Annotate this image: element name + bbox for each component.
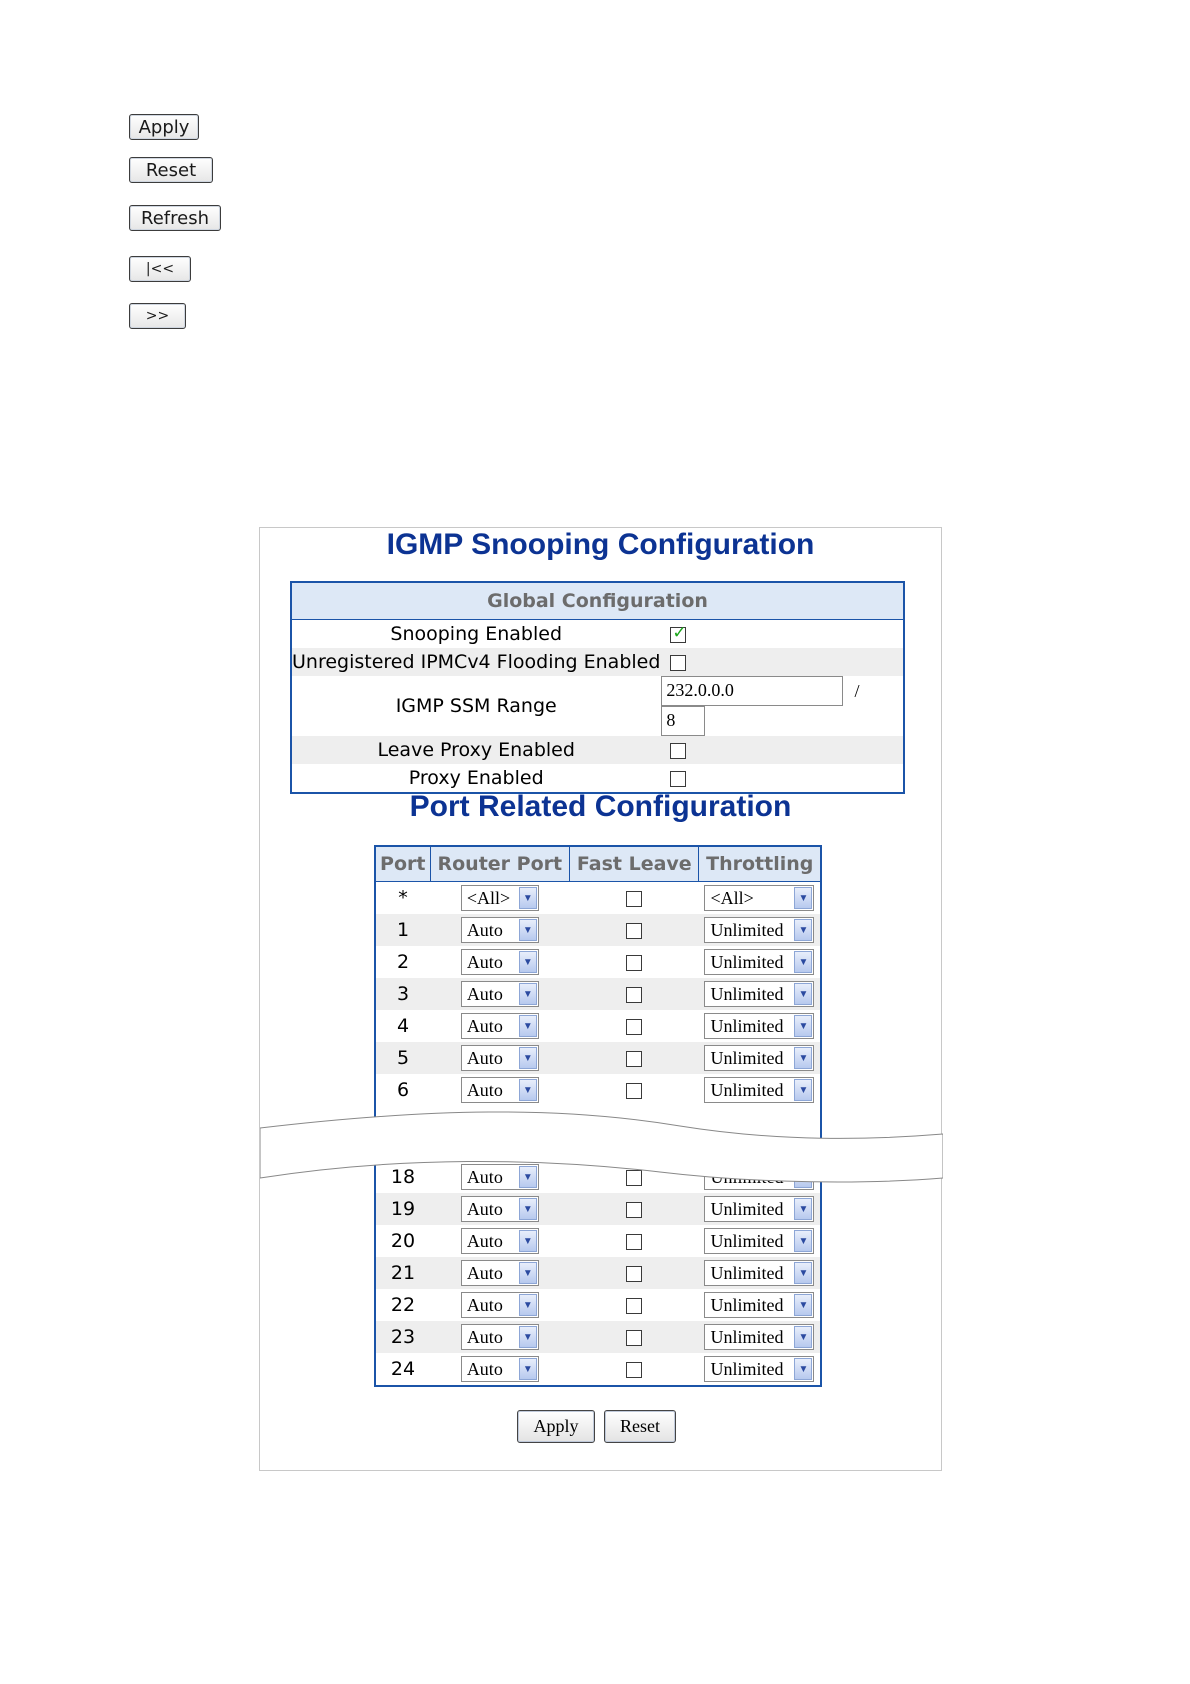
router-port-value: Auto [466, 1294, 503, 1315]
fast-leave-checkbox[interactable] [626, 955, 642, 971]
chevron-down-icon: ▼ [794, 1230, 812, 1252]
port-number: * [398, 887, 408, 909]
throttling-select[interactable] [704, 1260, 814, 1286]
fast-leave-checkbox[interactable] [626, 987, 642, 1003]
throttling-select[interactable] [704, 1013, 814, 1039]
router-port-value: Auto [466, 1262, 503, 1283]
chevron-down-icon: ▼ [794, 1047, 812, 1069]
router-port-select[interactable] [461, 949, 539, 975]
table-row [375, 1010, 821, 1042]
fast-leave-checkbox[interactable] [626, 1330, 642, 1346]
throttling-select[interactable] [704, 1228, 814, 1254]
ssm-range-label: IGMP SSM Range [395, 695, 557, 717]
router-port-value: Auto [466, 1358, 503, 1379]
chevron-down-icon: ▼ [794, 951, 812, 973]
proxy-enabled-checkbox[interactable] [670, 771, 686, 787]
throttling-value: Unlimited [710, 1230, 784, 1251]
table-row [375, 978, 821, 1010]
chevron-down-icon: ▼ [519, 1230, 537, 1252]
router-port-value: Auto [466, 1326, 503, 1347]
router-port-select[interactable] [461, 1356, 539, 1382]
table-break-illustration [260, 1096, 943, 1196]
port-number: 22 [390, 1294, 416, 1316]
chevron-down-icon: ▼ [519, 1047, 537, 1069]
fast-leave-checkbox[interactable] [626, 1019, 642, 1035]
legend-reset-button[interactable]: Reset [129, 157, 213, 183]
throttling-select[interactable] [704, 1356, 814, 1382]
port-column-header: Port [375, 846, 430, 882]
throttling-value: Unlimited [710, 1262, 784, 1283]
chevron-down-icon: ▼ [794, 1358, 812, 1380]
throttling-value: Unlimited [710, 1015, 784, 1036]
fast-leave-checkbox[interactable] [626, 1266, 642, 1282]
chevron-down-icon: ▼ [519, 1326, 537, 1348]
chevron-down-icon: ▼ [519, 1198, 537, 1220]
unregistered-flooding-checkbox[interactable] [670, 655, 686, 671]
table-row [375, 1353, 821, 1386]
throttling-value: Unlimited [710, 1198, 784, 1219]
fast-leave-checkbox[interactable] [626, 1298, 642, 1314]
snooping-enabled-label: Snooping Enabled [390, 623, 563, 645]
ssm-range-separator: / [854, 680, 860, 701]
legend-apply-button[interactable]: Apply [129, 114, 199, 140]
chevron-down-icon: ▼ [794, 1326, 812, 1348]
checkmark-icon: ✓ [672, 622, 687, 643]
port-number: 24 [390, 1358, 416, 1380]
router-port-value: <All> [466, 887, 511, 908]
throttling-value: <All> [710, 887, 754, 908]
throttling-select[interactable] [704, 981, 814, 1007]
legend-refresh-button[interactable]: Refresh [129, 205, 221, 231]
router-port-value: Auto [466, 1166, 503, 1187]
fast-leave-column-header: Fast Leave [570, 846, 699, 882]
port-number: 4 [396, 1015, 410, 1037]
page-title: IGMP Snooping Configuration [386, 528, 815, 561]
router-port-select[interactable] [461, 981, 539, 1007]
table-row [375, 1225, 821, 1257]
router-port-select[interactable] [461, 1045, 539, 1071]
throttling-select[interactable] [704, 917, 814, 943]
chevron-down-icon: ▼ [519, 1166, 537, 1188]
chevron-down-icon: ▼ [794, 983, 812, 1005]
throttling-select[interactable] [704, 1292, 814, 1318]
fast-leave-checkbox[interactable] [626, 1362, 642, 1378]
port-number: 5 [375, 1042, 430, 1074]
port-number: 23 [375, 1321, 430, 1353]
table-row [375, 946, 821, 978]
ssm-range-address-input[interactable]: 232.0.0.0 [661, 676, 843, 706]
throttling-value: Unlimited [710, 1294, 784, 1315]
fast-leave-checkbox[interactable] [626, 1051, 642, 1067]
igmp-snooping-panel [259, 527, 942, 1471]
reset-button[interactable]: Reset [604, 1410, 676, 1443]
chevron-down-icon: ▼ [519, 1358, 537, 1380]
chevron-down-icon: ▼ [519, 1294, 537, 1316]
table-row [375, 1289, 821, 1321]
router-port-value: Auto [466, 1079, 503, 1100]
fast-leave-checkbox[interactable] [626, 1234, 642, 1250]
throttling-value: Unlimited [710, 1326, 784, 1347]
port-config-title: Port Related Configuration [409, 790, 792, 823]
router-port-select[interactable] [461, 1260, 539, 1286]
throttling-value: Unlimited [710, 951, 784, 972]
throttling-select[interactable] [704, 1196, 814, 1222]
router-port-select[interactable] [461, 1292, 539, 1318]
chevron-down-icon: ▼ [794, 1079, 812, 1101]
port-number: 21 [375, 1257, 430, 1289]
router-port-value: Auto [466, 1015, 503, 1036]
router-port-select[interactable] [461, 1228, 539, 1254]
fast-leave-checkbox[interactable] [626, 923, 642, 939]
chevron-down-icon: ▼ [794, 919, 812, 941]
proxy-enabled-label: Proxy Enabled [408, 767, 544, 789]
global-configuration-header: Global Configuration [291, 582, 904, 620]
throttling-value: Unlimited [710, 1079, 784, 1100]
chevron-down-icon: ▼ [794, 1294, 812, 1316]
chevron-down-icon: ▼ [519, 1079, 537, 1101]
table-row [375, 1257, 821, 1289]
port-number: 20 [390, 1230, 416, 1252]
table-row [375, 882, 821, 915]
ssm-range-mask-input[interactable]: 8 [661, 706, 705, 736]
table-row [375, 1042, 821, 1074]
router-port-select[interactable] [461, 917, 539, 943]
leave-proxy-checkbox[interactable] [670, 743, 686, 759]
port-number: 1 [375, 914, 430, 946]
throttling-value: Unlimited [710, 919, 784, 940]
router-port-value: Auto [466, 1047, 503, 1068]
throttling-select[interactable] [704, 885, 814, 911]
chevron-down-icon: ▼ [519, 919, 537, 941]
router-port-select[interactable] [461, 1324, 539, 1350]
router-port-select[interactable] [461, 1013, 539, 1039]
table-row [375, 1193, 821, 1225]
router-port-value: Auto [466, 983, 503, 1004]
router-port-value: Auto [466, 951, 503, 972]
throttling-value: Unlimited [710, 1047, 784, 1068]
throttling-value: Unlimited [710, 983, 784, 1004]
table-row [375, 914, 821, 946]
port-number: 19 [375, 1193, 430, 1225]
throttling-select[interactable] [704, 1324, 814, 1350]
apply-button[interactable]: Apply [517, 1410, 595, 1443]
throttling-value: Unlimited [710, 1358, 784, 1379]
router-port-value: Auto [466, 919, 503, 940]
port-number: 3 [375, 978, 430, 1010]
unregistered-flooding-label: Unregistered IPMCv4 Flooding Enabled [291, 648, 660, 676]
global-configuration-table [290, 581, 905, 794]
router-port-column-header: Router Port [430, 846, 570, 882]
router-port-value: Auto [466, 1230, 503, 1251]
table-row [375, 1321, 821, 1353]
legend-next-page-button[interactable]: >> [129, 303, 186, 329]
leave-proxy-label: Leave Proxy Enabled [291, 736, 660, 764]
legend-first-page-button[interactable]: |<< [129, 256, 191, 282]
router-port-select[interactable] [461, 885, 539, 911]
port-number: 18 [390, 1166, 416, 1188]
chevron-down-icon: ▼ [794, 887, 812, 909]
fast-leave-checkbox[interactable] [626, 891, 642, 907]
throttling-select[interactable] [704, 1045, 814, 1071]
port-number: 6 [396, 1079, 410, 1101]
chevron-down-icon: ▼ [519, 887, 537, 909]
snooping-enabled-checkbox[interactable] [670, 622, 687, 643]
chevron-down-icon: ▼ [519, 983, 537, 1005]
chevron-down-icon: ▼ [794, 1262, 812, 1284]
chevron-down-icon: ▼ [794, 1198, 812, 1220]
chevron-down-icon: ▼ [794, 1015, 812, 1037]
chevron-down-icon: ▼ [519, 1262, 537, 1284]
fast-leave-checkbox[interactable] [626, 1202, 642, 1218]
port-number: 2 [396, 951, 410, 973]
throttling-column-header: Throttling [699, 846, 821, 882]
router-port-select[interactable] [461, 1196, 539, 1222]
router-port-value: Auto [466, 1198, 503, 1219]
chevron-down-icon: ▼ [519, 951, 537, 973]
throttling-select[interactable] [704, 949, 814, 975]
chevron-down-icon: ▼ [519, 1015, 537, 1037]
